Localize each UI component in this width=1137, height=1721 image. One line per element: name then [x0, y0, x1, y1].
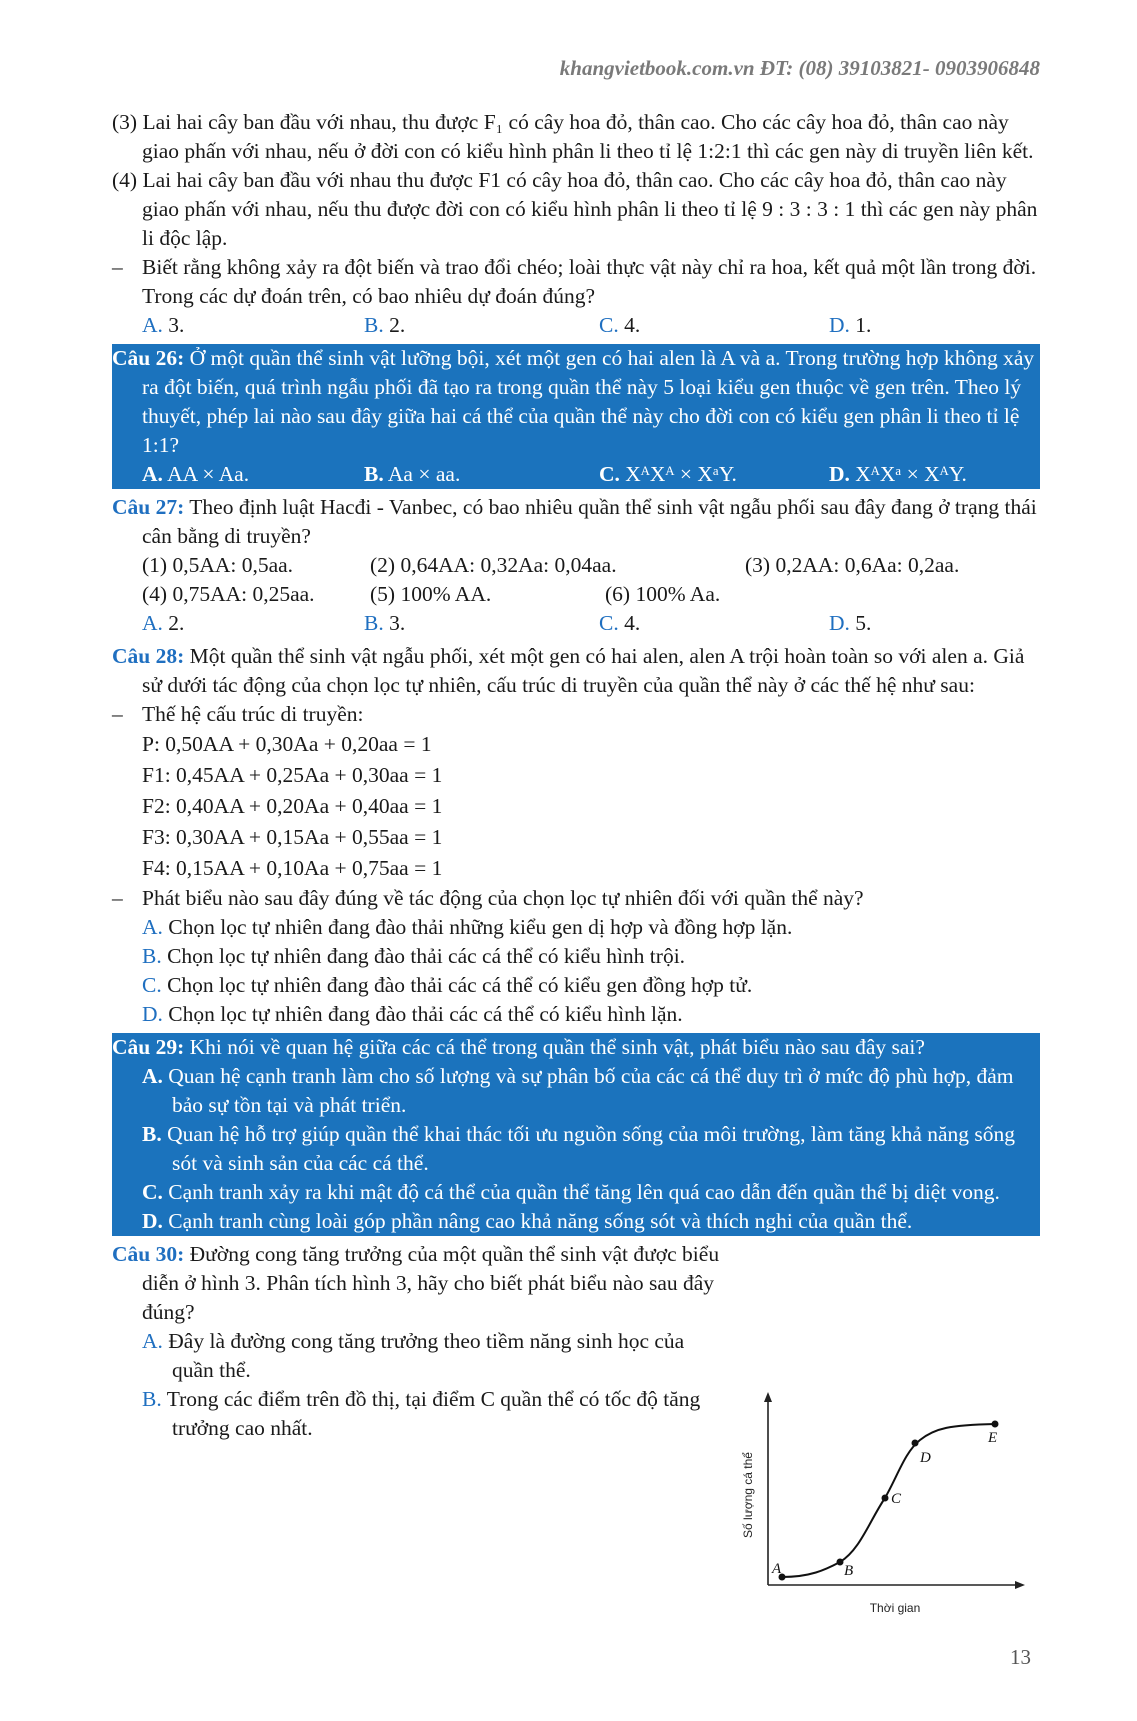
point-c [882, 1495, 889, 1502]
q27-option-a[interactable]: A. 2. [142, 611, 185, 635]
question-30-stem: Câu 30: Đường cong tăng trưởng của một quần thể sinh vật được biểu diễn ở hình 3. Phân tích hình 3, hãy cho biết phát biểu nào sau đây đúng? [112, 1242, 720, 1324]
page-number: 13 [1010, 1645, 1031, 1669]
growth-curve [782, 1424, 998, 1577]
q27-option-b[interactable]: B. 3. [364, 611, 406, 635]
q27-item-1: (1) 0,5AA: 0,5aa. [142, 553, 294, 577]
q28-option-c[interactable]: C. Chọn lọc tự nhiên đang đào thải các cá thể có kiểu gen đồng hợp tử. [142, 973, 753, 997]
q28-row-f3: F3: 0,30AA + 0,15Aa + 0,55aa = 1 [142, 825, 443, 849]
q26-option-b[interactable]: B. Aa × aa. [364, 462, 461, 486]
growth-curve-chart [730, 1390, 1030, 1630]
q27-items-row2 [112, 580, 1040, 609]
q28-option-d[interactable]: D. Chọn lọc tự nhiên đang đào thải các cá thể có kiểu hình lặn. [142, 1002, 683, 1026]
y-axis-arrow [764, 1392, 772, 1402]
page-content [112, 108, 1040, 1443]
q25-option-c[interactable]: C. 4. [599, 313, 641, 337]
point-label-e: E [988, 1430, 998, 1446]
q27-option-c[interactable]: C. 4. [599, 611, 641, 635]
q25-options [112, 311, 1040, 340]
q28-row-p: P: 0,50AA + 0,30Aa + 0,20aa = 1 [142, 732, 432, 756]
q27-item-2: (2) 0,64AA: 0,32Aa: 0,04aa. [370, 553, 617, 577]
dash-mark: – [112, 255, 123, 279]
point-label-b: B [844, 1563, 854, 1579]
q26-option-a[interactable]: A. AA × Aa. [142, 462, 250, 486]
y-axis-label: Số lượng cá thể [741, 1452, 755, 1538]
point-b [837, 1559, 844, 1566]
x-axis-arrow [1015, 1581, 1025, 1589]
point-label-d: D [920, 1450, 931, 1466]
page-header: khangvietbook.com.vn ĐT: (08) 39103821- 0903906848 [559, 56, 1040, 80]
q28-row-f2: F2: 0,40AA + 0,20Aa + 0,40aa = 1 [142, 794, 443, 818]
x-axis-label: Thời gian [869, 1601, 921, 1615]
curve-points [779, 1421, 999, 1581]
question-26-stem: Câu 26: Ở một quần thể sinh vật lưỡng bội, xét một gen có hai alen là A và a. Trong trường hợp không xảy ra đột biến, quá trình ngẫu phối đã tạo ra trong quần thể này 5 loại kiểu gen thuộc về gen trên. Theo lý thuyết, phép lai nào sau đây giữa hai cá thể của quần thể này cho đời con có kiểu gen phân li theo tỉ lệ 1:1? [112, 346, 1035, 457]
q25-option-a[interactable]: A. 3. [142, 313, 185, 337]
q28-row-f1: F1: 0,45AA + 0,25Aa + 0,30aa = 1 [142, 763, 443, 787]
q25-note [112, 253, 1040, 282]
q27-items-row1 [112, 551, 1040, 580]
question-29-block [112, 1033, 1040, 1236]
dash-mark: – [112, 702, 123, 726]
q26-options [112, 460, 1040, 489]
q25-question: Trong các dự đoán trên, có bao nhiêu dự đoán đúng? [142, 284, 596, 308]
q30-option-b[interactable]: B. Trong các điểm trên đồ thị, tại điểm C quần thể có tốc độ tăng trưởng cao nhất. [142, 1387, 701, 1440]
question-30-text [112, 1240, 724, 1443]
q28-option-b[interactable]: B. Chọn lọc tự nhiên đang đào thải các cá thể có kiểu hình trội. [142, 944, 686, 968]
question-27-stem: Câu 27: Theo định luật Hacđi - Vanbec, có bao nhiêu quần thể sinh vật ngẫu phối sau đây đang ở trạng thái cân bằng di truyền? [112, 495, 1037, 548]
point-d [912, 1440, 919, 1447]
q28-row-f4: F4: 0,15AA + 0,10Aa + 0,75aa = 1 [142, 856, 443, 880]
q30-option-a[interactable]: A. Đây là đường cong tăng trưởng theo tiềm năng sinh học của quần thể. [142, 1329, 685, 1382]
question-26-block [112, 344, 1040, 489]
dash-mark: – [112, 886, 123, 910]
q27-item-6: (6) 100% Aa. [605, 582, 721, 606]
q27-options [112, 609, 1040, 638]
q25-option-d[interactable]: D. 1. [829, 313, 872, 337]
q28-table-head: – Thế hệ cấu trúc di truyền: [112, 700, 1040, 729]
point-label-c: C [891, 1491, 902, 1507]
q29-option-a[interactable]: A. Quan hệ cạnh tranh làm cho số lượng và sự phân bố của các cá thể duy trì ở mức độ phù hợp, đảm bảo sự tồn tại và phát triển. [142, 1064, 1014, 1117]
question-28-stem: Câu 28: Một quần thể sinh vật ngẫu phối, xét một gen có hai alen, alen A trội hoàn toàn so với alen a. Giả sử dưới tác động của chọn lọc tự nhiên, cấu trúc di truyền của quần thể này ở các thế hệ như sau: [112, 644, 1025, 697]
q27-item-4: (4) 0,75AA: 0,25aa. [142, 582, 315, 606]
q29-option-c[interactable]: C. Cạnh tranh xảy ra khi mật độ cá thể của quần thể tăng lên quá cao dẫn đến quần thể bị diệt vong. [142, 1180, 1000, 1204]
q29-option-b[interactable]: B. Quan hệ hỗ trợ giúp quần thể khai thác tối ưu nguồn sống của môi trường, làm tăng khả năng sống sót và sinh sản của các cá thể. [142, 1122, 1016, 1175]
q28-option-a[interactable]: A. Chọn lọc tự nhiên đang đào thải những kiểu gen dị hợp và đồng hợp lặn. [142, 915, 793, 939]
question-29-stem: Câu 29: Khi nói về quan hệ giữa các cá thể trong quần thể sinh vật, phát biểu nào sau đây sai? [112, 1035, 925, 1059]
q25-option-b[interactable]: B. 2. [364, 313, 406, 337]
q27-item-3: (3) 0,2AA: 0,6Aa: 0,2aa. [745, 553, 960, 577]
statement-4: (4) Lai hai cây ban đầu với nhau thu được F1 có cây hoa đỏ, thân cao. Cho các cây hoa đỏ, thân cao này giao phấn với nhau, nếu thu được đời con có kiểu hình phân li theo tỉ lệ 9 : 3 : 3 : 1 thì các gen này phân li độc lập. [112, 168, 1038, 250]
q29-option-d[interactable]: D. Cạnh tranh cùng loài góp phần nâng cao khả năng sống sót và thích nghi của quần thể. [142, 1209, 913, 1233]
point-label-a: A [772, 1561, 782, 1577]
q26-option-d[interactable]: D. XᴬXᵃ × XᴬY. [829, 462, 967, 486]
q28-question: – Phát biểu nào sau đây đúng về tác động của chọn lọc tự nhiên đối với quần thể này? [112, 884, 1040, 913]
q27-option-d[interactable]: D. 5. [829, 611, 872, 635]
q26-option-c[interactable]: C. XᴬXᴬ × XᵃY. [599, 462, 737, 486]
q27-item-5: (5) 100% AA. [370, 582, 492, 606]
point-e [992, 1421, 999, 1428]
q25-note-text: Biết rằng không xảy ra đột biến và trao đổi chéo; loài thực vật này chỉ ra hoa, kết quả một lần trong đời. [142, 255, 1037, 279]
statement-3: (3) Lai hai cây ban đầu với nhau, thu được F₁ có cây hoa đỏ, thân cao. Cho các cây hoa đỏ, thân cao này giao phấn với nhau, nếu ở đời con có kiểu hình phân li theo tỉ lệ 1:2:1 thì các gen này di truyền liên kết. [112, 110, 1034, 163]
